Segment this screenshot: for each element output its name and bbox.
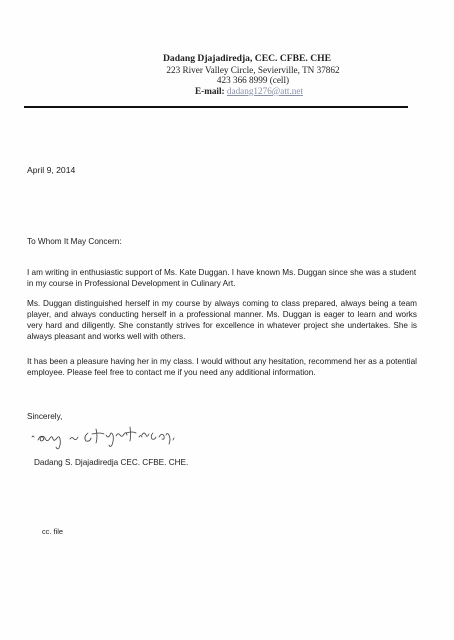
letter-paragraph-1: I am writing in enthusiastic support of Ms. Kate Duggan. I have known Ms. Duggan since she was a student in my course in Professional Development in Culinary Art.: [27, 268, 417, 288]
letter-date: April 9, 2014: [27, 165, 76, 175]
letter-closing: Sincerely,: [27, 412, 63, 421]
letter-greeting: To Whom It May Concern:: [27, 237, 122, 246]
email-link[interactable]: dadang1276@att.net: [226, 85, 303, 96]
email-label: E-mail:: [195, 85, 225, 96]
letterhead-name: Dadang Djajadiredja, CEC. CFBE. CHE: [163, 53, 331, 64]
letterhead-address: 223 River Valley Circle, Sevierville, TN 37862: [166, 64, 340, 75]
signature-name-line: Dadang S. Djajadiredja CEC. CFBE. CHE.: [34, 458, 189, 467]
letterhead-phone: 423 366 8999 (cell): [216, 75, 290, 86]
letterhead-divider: [24, 106, 408, 108]
handwritten-signature: [26, 421, 196, 451]
letterhead-email-line: [0, 86, 454, 97]
letter-paragraph-3: It has been a pleasure having her in my class. I would without any hesitation, recommend her as a potential employee. Please feel free to contact me if you need any additional information.: [27, 357, 417, 377]
letter-paragraph-2: Ms. Duggan distinguished herself in my course by always coming to class prepared, always being a team player, and always conducting herself in a professional manner. Ms. Duggan is eager to learn and works very hard and diligently. She constantly strives for excellence in whatever project she undertakes. She is always pleasant and works well with others.: [27, 299, 417, 341]
letterhead: [0, 54, 454, 96]
cc-note: cc. file: [42, 527, 63, 536]
